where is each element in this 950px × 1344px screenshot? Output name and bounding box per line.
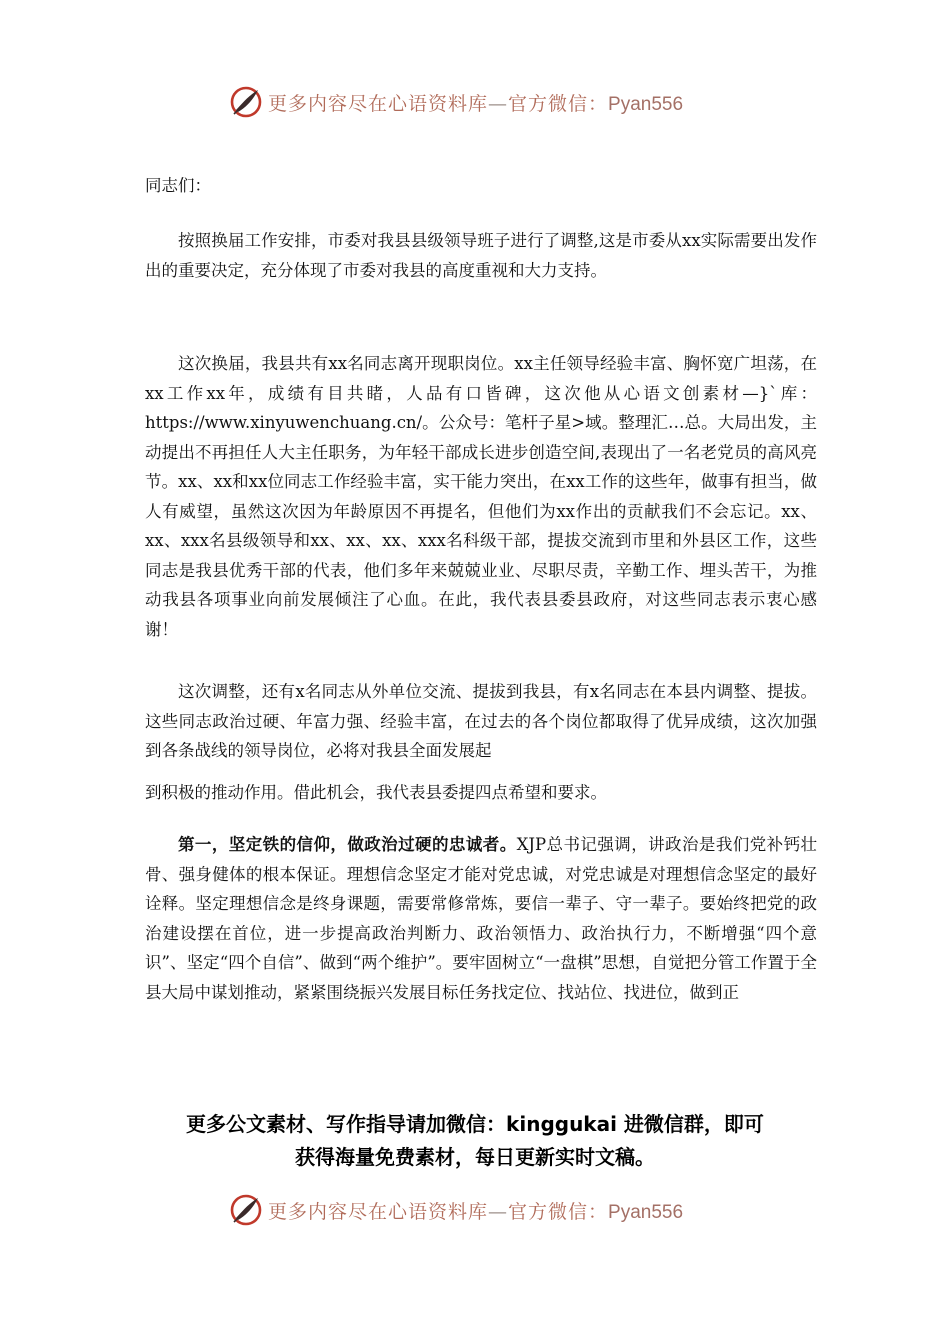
point-one-body: XJP总书记强调，讲政治是我们党补钙壮骨、强身健体的根本保证。理想信念坚定才能对党忠诚，对党忠诚是对理想信念坚定的最好诠释。坚定理想信念是终身课题，需要常修常炼，要信一辈子、守一辈子。要始终把党的政治建设摆在首位，进一步提高政治判断力、政治领悟力、政治执行力，不断增强“四个意识”、坚定“四个自信”、做到“两个维护”。要牢固树立“一盘棋”思想，自觉把分管工作置于全县大局中谋划推动，紧紧围绕振兴发展目标任务找定位、找站位、找进位，做到正 (145, 835, 818, 1002)
footer-cta (130, 1108, 820, 1174)
paragraph-3-continued: 到积极的推动作用。借此机会，我代表县委提四点希望和要求。 (145, 783, 607, 802)
quill-logo-icon (228, 84, 264, 120)
paragraph-3: 这次调整，还有x名同志从外单位交流、提拔到我县，有x名同志在本县内调整、提拔。这些同志政治过硬、年富力强、经验丰富，在过去的各个岗位都取得了优异成绩，这次加强到各条战线的领导岗位，必将对我县全面发展起 (145, 682, 817, 760)
quill-logo-icon (228, 1192, 264, 1228)
footer-banner (228, 1192, 683, 1228)
cta-line-1: 更多公文素材、写作指导请加微信：kinggukai 进微信群，即可 (186, 1112, 764, 1136)
paragraph-2: 这次换届，我县共有xx名同志离开现职岗位。xx主任领导经验丰富、胸怀宽广坦荡，在xx工作xx年，成绩有目共睹，人品有口皆碑，这次他从心语文创素材—}`库：https://www.xinyuwenchuang.cn/。公众号：笔杆子星>域。整理汇…总。大局出发，主动提出不再担任人大主任职务，为年轻干部成长进步创造空间,表现出了一名老党员的高风亮节。xx、xx和xx位同志工作经验丰富，实干能力突出，在xx工作的这些年，做事有担当，做人有威望，虽然这次因为年龄原因不再提名，但他们为xx作出的贡献我们不会忘记。xx、xx、xxx名县级领导和xx、xx、xx、xxx名科级干部，提拔交流到市里和外县区工作，这些同志是我县优秀干部的代表，他们多年来兢兢业业、尽职尽责，辛勤工作、埋头苦干，为推动我县各项事业向前发展倾注了心血。在此，我代表县委县政府，对这些同志表示衷心感谢！ (145, 354, 817, 639)
paragraph-1: 按照换届工作安排，市委对我县县级领导班子进行了调整,这是市委从xx实际需要出发作出的重要决定，充分体现了市委对我县的高度重视和大力支持。 (145, 231, 817, 280)
paragraph-point-one (145, 830, 817, 1007)
point-one-heading: 第一，坚定铁的信仰，做政治过硬的忠诚者。 (178, 835, 517, 854)
banner-text: 更多内容尽在心语资料库—官方微信：Pyan556 (268, 1200, 684, 1223)
greeting: 同志们： (145, 176, 211, 195)
cta-line-2: 获得海量免费素材，每日更新实时文稿。 (295, 1145, 655, 1169)
banner-text: 更多内容尽在心语资料库—官方微信：Pyan556 (268, 92, 684, 115)
header-banner (228, 84, 683, 120)
